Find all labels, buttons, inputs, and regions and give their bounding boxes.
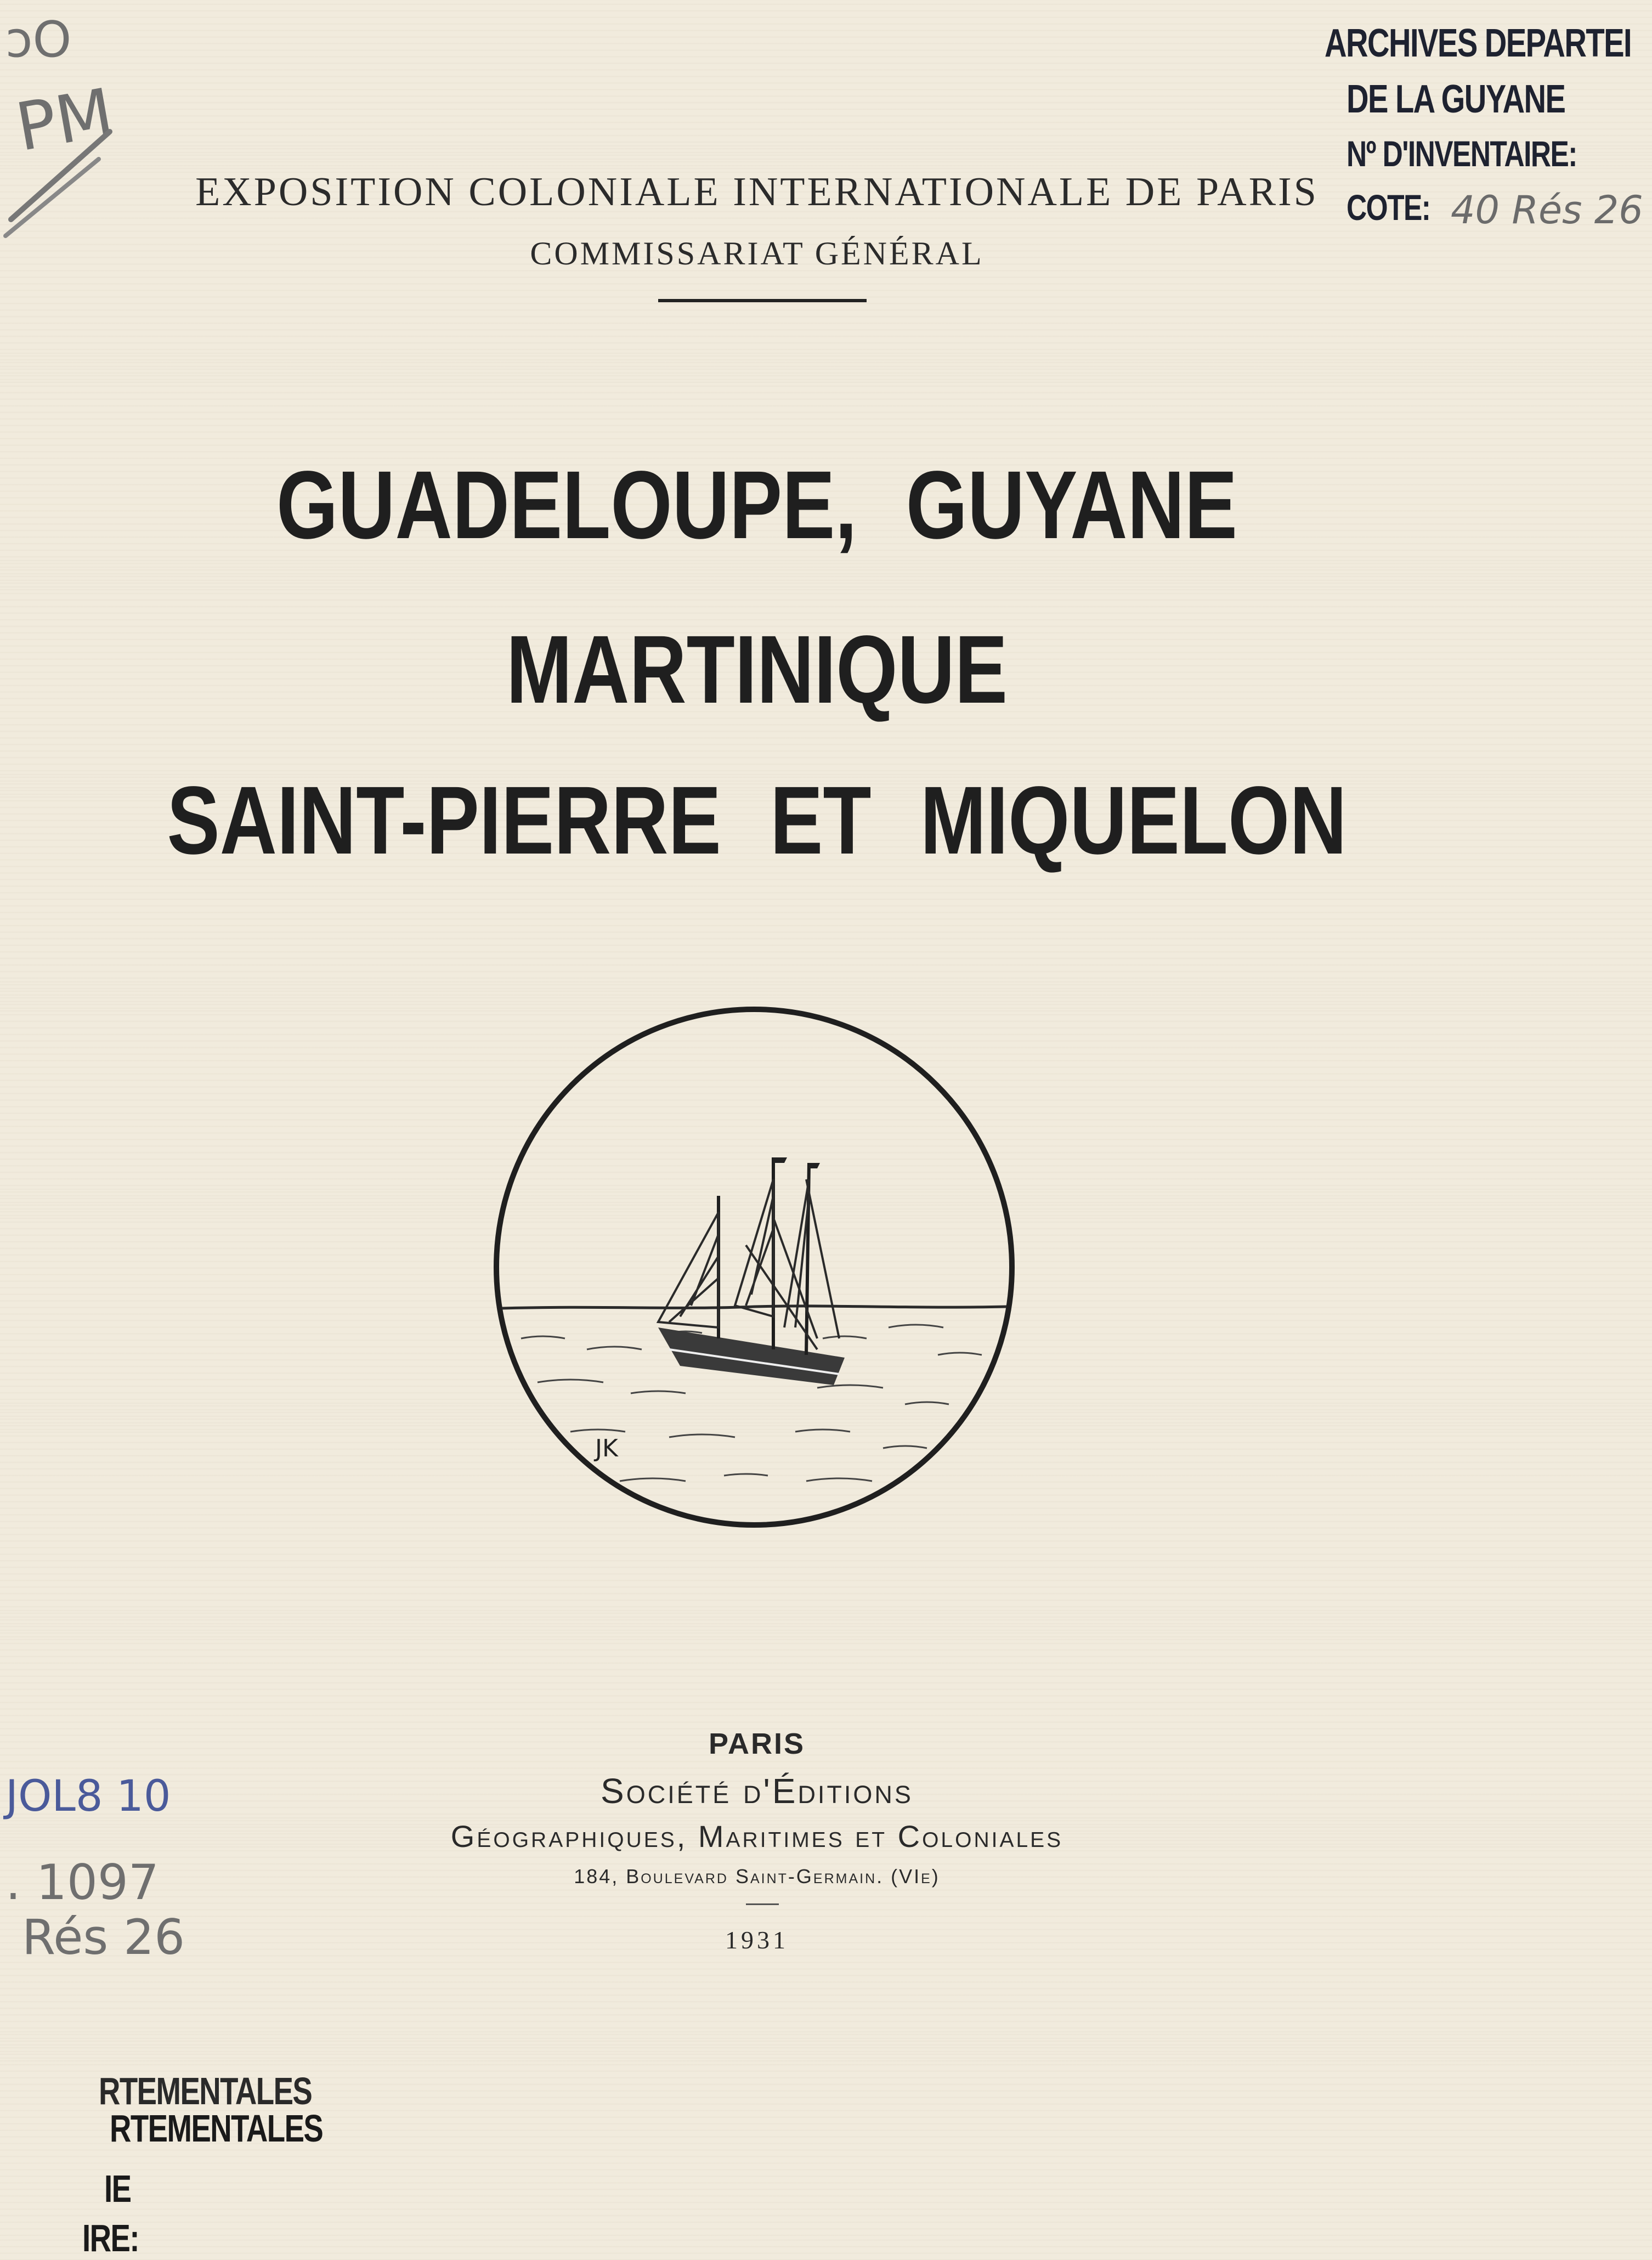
handwritten-number: . 1097 [5, 1854, 159, 1911]
sailing-ship-emblem [488, 998, 1020, 1536]
commissariat-heading: COMMISSARIAT GÉNÉRAL [530, 235, 984, 272]
publisher-name: Société d'Éditions [601, 1771, 913, 1811]
archive-stamp-line1: ARCHIVES DEPARTEI [1325, 21, 1632, 65]
bottom-stamp-line1: RTEMENTALES [99, 2070, 312, 2112]
handwritten-cote: Rés 26 [22, 1909, 185, 1965]
handwritten-inventory-number: JOL8 10 [5, 1772, 171, 1821]
bottom-stamp-line2: RTEMENTALES [110, 2107, 323, 2150]
publication-year: 1931 [725, 1926, 789, 1954]
cote-value: 40 Rés 26 [1451, 188, 1643, 233]
exposition-heading: EXPOSITION COLONIALE INTERNATIONALE DE PARIS [195, 170, 1319, 214]
archive-stamp-line2: DE LA GUYANE [1347, 77, 1565, 121]
bottom-stamp-line4: IRE: [82, 2217, 139, 2259]
handwritten-initials: PM [10, 74, 119, 167]
archive-stamp-line3: Nº D'INVENTAIRE: [1347, 133, 1577, 174]
header-divider [658, 299, 867, 302]
archive-stamp-line4: COTE: [1347, 187, 1430, 228]
publisher-divider [746, 1903, 779, 1905]
title-line-2: MARTINIQUE [506, 616, 1008, 724]
publisher-city: PARIS [708, 1727, 806, 1760]
handwritten-note-top-left: ɔO [5, 11, 72, 69]
publisher-description: Géographiques, Maritimes et Coloniales [450, 1819, 1063, 1854]
publisher-address: 184, Boulevard Saint-Germain. (VIe) [574, 1865, 940, 1888]
bottom-stamp-line3: IE [104, 2167, 131, 2210]
title-line-3: SAINT-PIERRE ET MIQUELON [167, 767, 1347, 874]
emblem-monogram: JK [595, 1434, 618, 1462]
title-line-1: GUADELOUPE, GUYANE [276, 451, 1237, 559]
